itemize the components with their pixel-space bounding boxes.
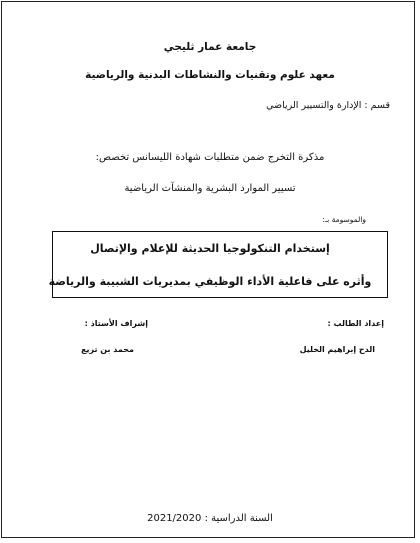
university-name: جامعة عمار ثليجي: [163, 41, 257, 53]
thesis-title-line-2: وأثره على فاعلية الأداء الوظيفي بمديريات الشبيبة والرياضة: [48, 275, 372, 288]
thesis-title-line-1: إستخدام التنكولوجيا الحديثة للإعلام والإتصال: [90, 242, 330, 255]
supervisor-label: إشراف الأستاذ :: [84, 319, 148, 328]
specialization: تسيير الموارد البشرية والمنشآت الرياضية: [124, 183, 296, 194]
academic-year-label: السنة الدراسية :: [204, 513, 273, 524]
supervisor-name: محمد بن تريع: [81, 345, 134, 354]
memo-description: مذكرة التخرج ضمن متطلبات شهادة الليسانس تخصص:: [95, 152, 325, 163]
student-name: الدح إبراهيم الخليل: [299, 345, 375, 354]
department-name: قسم : الإدارة والتسيير الرياضي: [266, 100, 390, 111]
academic-year-value: 2021/2020: [147, 513, 202, 524]
tagged-label: والموسومة بـ:: [322, 215, 366, 224]
academic-year: [0, 514, 420, 524]
student-label: إعداد الطالب :: [327, 319, 384, 328]
institute-name: معهد علوم وتقنيات والنشاطات البدنية والرياضية: [85, 69, 335, 81]
